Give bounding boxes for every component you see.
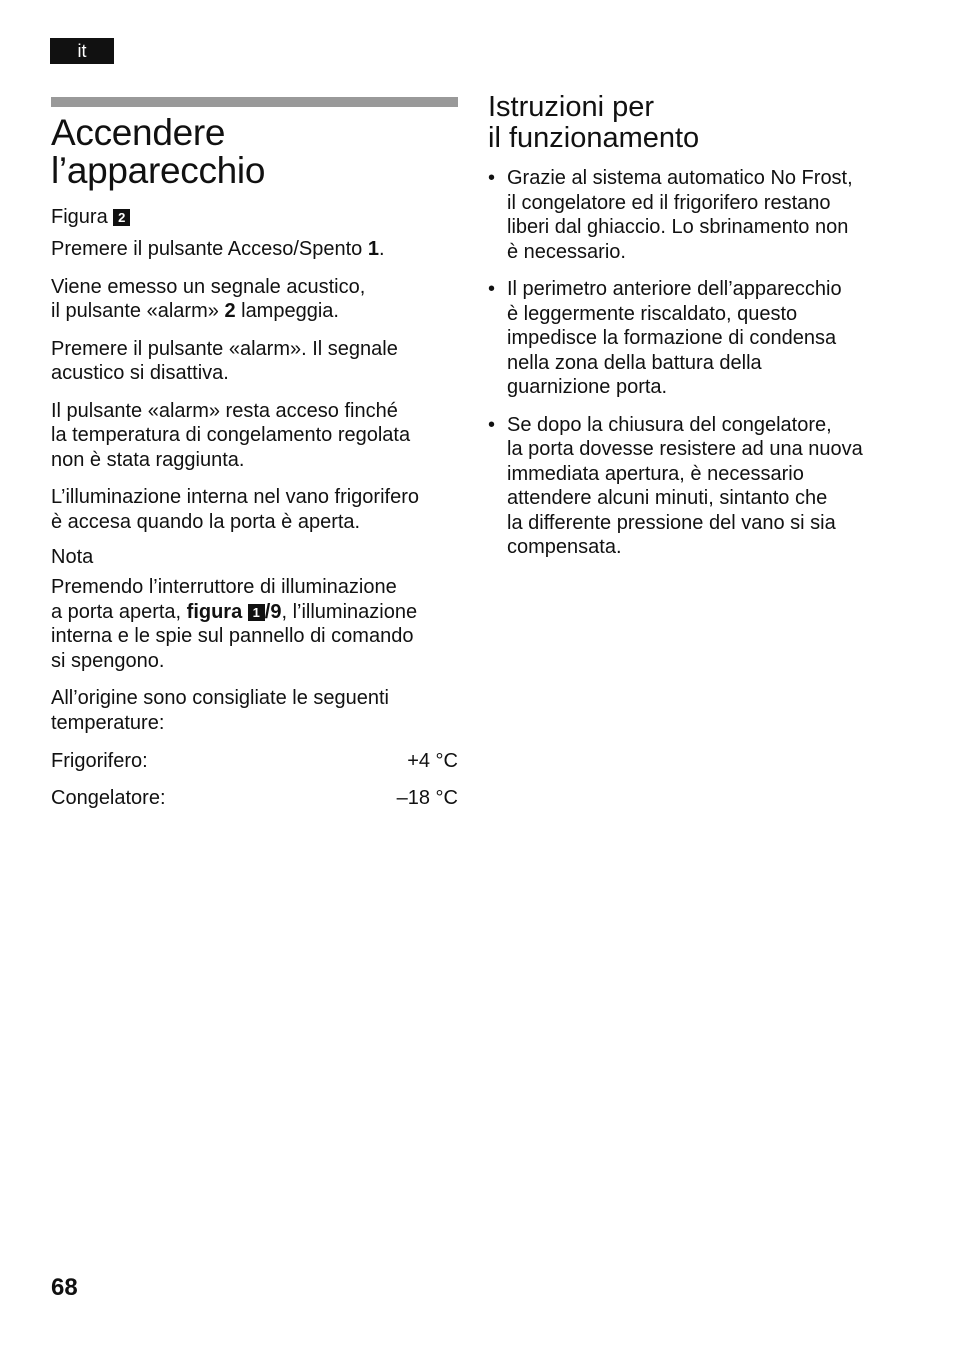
paragraph-recommended: All’origine sono consigliate le seguenti temperature: [51,687,389,734]
section-title: Accendere l’apparecchio [51,112,266,191]
section-rule [51,97,458,107]
paragraph-alarm: Premere il pulsante «alarm». Il segnale acustico si disattiva. [51,337,398,384]
section-title-instructions: Istruzioni per il funzionamento [488,91,700,154]
temperature-value: +4 °C [407,750,458,772]
language-tag: it [50,38,114,64]
bullet-icon: • [488,167,496,189]
temperature-label: Congelatore: [51,787,166,809]
note-heading: Nota [51,546,94,568]
list-item: • Grazie al sistema automatico No Frost, il congelatore ed il frigorifero restano liberi dal ghiaccio. Lo sbrinamento non è necessario. [488,167,853,263]
bullet-icon: • [488,278,496,300]
figure-number-badge: 1 [248,604,265,621]
paragraph-alarm-on: Il pulsante «alarm» resta acceso finché la temperatura di congelamento regolata non è stata raggiunta. [51,399,411,471]
temperature-row-fridge [51,749,458,773]
paragraph-power-on: Premere il pulsante Acceso/Spento 1. [51,238,385,260]
page-number: 68 [51,1274,78,1301]
figure-number-badge: 2 [113,209,130,226]
instruction-list [488,166,898,560]
temperature-label: Frigorifero: [51,750,148,772]
note-paragraph: Premendo l’interruttore di illuminazione a porta aperta, figura 1 /9, l’illuminazione interna e le spie sul pannello di comando si spengono. [51,576,418,672]
paragraph-lighting: L’illuminazione interna nel vano frigorifero è accesa quando la porta è aperta. [51,486,419,533]
figure-reference: Figura 2 [51,205,458,229]
temperature-row-freezer [51,786,458,810]
paragraph-signal: Viene emesso un segnale acustico, il pulsante «alarm» 2 lampeggia. [51,275,366,322]
temperature-value: –18 °C [396,787,458,809]
list-item: • Se dopo la chiusura del congelatore, la porta dovesse resistere ad una nuova immediata apertura, è necessario attendere alcuni minuti, sintanto che la differente pressione del vano si sia compensata. [488,413,863,558]
left-column [51,114,458,810]
list-item: • Il perimetro anteriore dell’apparecchio è leggermente riscaldato, questo impedisce la formazione di condensa nella zona della battura della guarnizione porta. [488,278,842,398]
bullet-icon: • [488,413,496,436]
right-column [488,92,898,560]
